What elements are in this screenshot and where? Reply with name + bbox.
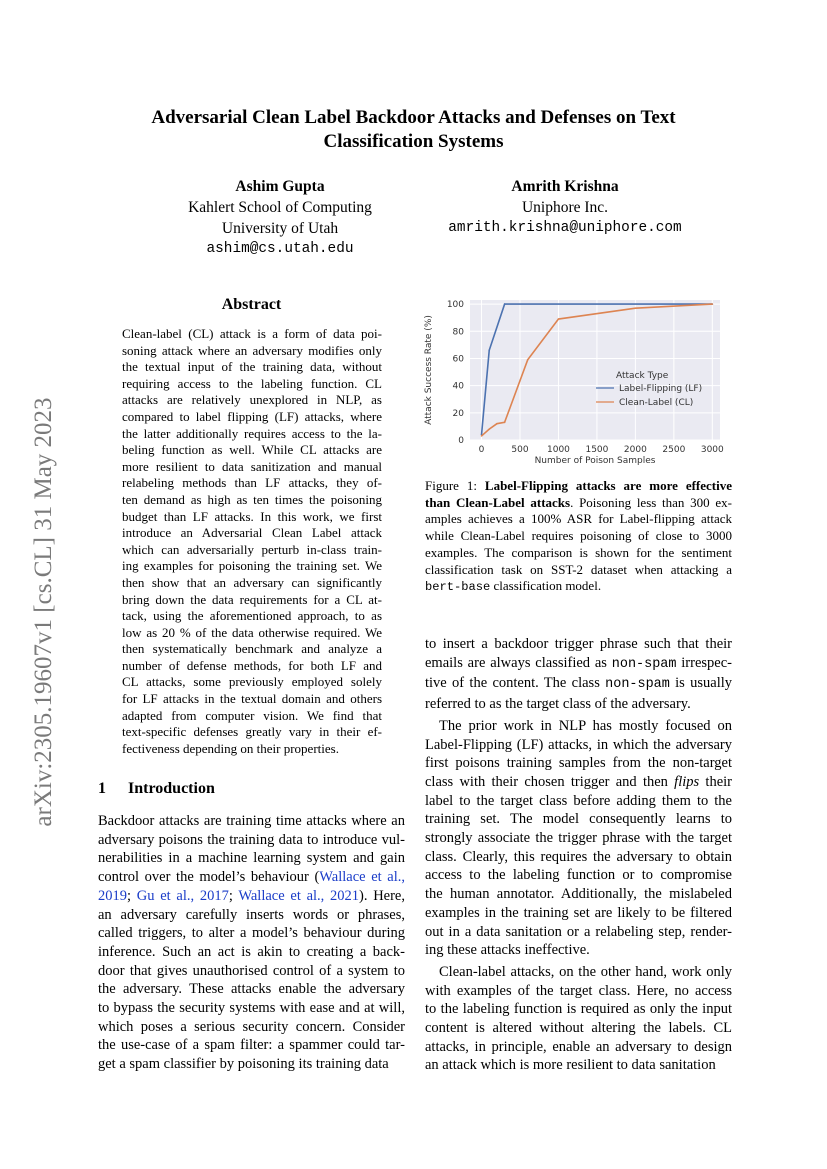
title-line: Classification Systems — [323, 131, 504, 152]
legend-entry: Label-Flipping (LF) — [619, 384, 703, 394]
text-span: irrespec- — [676, 654, 732, 671]
data-point — [481, 435, 483, 437]
text-line: which can adversarially perturb in-class train- — [122, 541, 382, 557]
section-heading-introduction — [98, 779, 215, 799]
introduction-body — [98, 812, 405, 1074]
author-affiliation: Uniphore Inc. — [521, 199, 609, 216]
data-point — [488, 349, 490, 351]
plot-background — [470, 300, 720, 440]
right-column-body — [425, 635, 732, 1075]
text-line: the textual input of the training data, without — [122, 359, 382, 375]
data-point — [558, 318, 560, 320]
text-line: text-specific defenses greatly vary in their ef- — [122, 724, 382, 740]
author-2 — [420, 176, 710, 239]
text-line — [98, 868, 405, 887]
text-span: than Clean-Label attacks — [425, 494, 571, 510]
title-line: Adversarial Clean Label Backdoor Attacks and Defenses on Text — [151, 107, 676, 128]
author-email: ashim@cs.utah.edu — [206, 241, 354, 257]
text-span: ). Here, — [359, 887, 405, 904]
data-point — [496, 423, 498, 425]
text-line: strongly associate the trigger phrase with the target — [425, 830, 732, 847]
author-name: Amrith Krishna — [511, 178, 619, 195]
text-span: classification model. — [490, 578, 602, 594]
section-number: 1 — [98, 780, 106, 797]
x-tick-label: 500 — [511, 445, 529, 455]
y-axis-label: Attack Success Rate (%) — [424, 315, 434, 425]
y-tick-label: 40 — [452, 381, 464, 392]
text-line: soning attack where an adversary modifies only — [122, 342, 382, 358]
legend-title: Attack Type — [616, 371, 669, 381]
text-line: The prior work in NLP has mostly focused on — [439, 717, 732, 734]
text-line: for LF attacks in the textual domain and others — [122, 691, 382, 707]
text-line: class. Clearly, this requires the adversary to obtain — [425, 848, 732, 865]
y-tick-label: 0 — [458, 436, 464, 446]
text-line: called triggers, to alter a model’s behaviour during — [98, 925, 405, 942]
figure-1-caption — [425, 478, 732, 596]
text-line: an adversary carefully inserts words or phrases, — [98, 906, 405, 923]
author-affiliation: Kahlert School of Computing — [188, 199, 372, 216]
text-line: inference. Such an act is akin to creating a back- — [98, 943, 405, 960]
text-line: adapted from computer vision. We find that — [122, 707, 382, 723]
text-span: their — [699, 773, 732, 790]
x-tick-label: 1000 — [547, 445, 570, 455]
y-tick-label: 60 — [452, 354, 464, 365]
y-tick-label: 100 — [446, 300, 464, 311]
text-line — [425, 578, 732, 596]
text-line: get a spam classifier by poisoning its training data — [98, 1056, 389, 1073]
citation-link[interactable]: Gu et al., 2017 — [136, 887, 229, 904]
author-affiliation: University of Utah — [221, 220, 339, 237]
text-line: tack, using the aforementioned approach, to as — [122, 608, 382, 624]
text-span: classification task on SST-2 dataset when attacking a — [425, 561, 732, 577]
text-span: ; — [228, 887, 239, 904]
data-point — [504, 303, 506, 305]
text-line: CL attacks, some previously employed solely — [122, 674, 382, 690]
text-span: emails are always classified as — [425, 654, 612, 671]
text-span: tive of the content. The class — [425, 675, 606, 692]
y-tick-label: 20 — [452, 408, 464, 419]
text-span: ; — [127, 887, 137, 904]
text-span: control over the model’s behaviour ( — [98, 869, 320, 886]
text-span: is usually — [669, 675, 732, 692]
text-line: training set. The model consequently learns to — [425, 811, 732, 828]
text-line: Clean-label attacks, on the other hand, work only — [439, 963, 732, 980]
text-line — [425, 478, 732, 495]
text-line: relabeling methods than LF attacks, they of- — [122, 475, 382, 491]
text-line: the latter additionally requires access to the la- — [122, 425, 382, 441]
text-line: fectiveness depending on their properties. — [122, 740, 339, 756]
text-line — [98, 887, 405, 906]
text-line — [425, 773, 732, 792]
text-span: . Poisoning less than 300 ex- — [570, 494, 732, 510]
text-line: ten demand as high as ten times the poisoning — [122, 491, 382, 507]
author-1 — [160, 176, 400, 260]
legend-entry: Clean-Label (CL) — [619, 398, 694, 408]
text-line: first poisons training samples from the non-target — [425, 755, 732, 772]
text-line: the human annotator. Additionally, the mislabeled — [425, 886, 732, 903]
x-tick-label: 1500 — [585, 445, 609, 455]
text-line — [425, 674, 732, 695]
text-line: to the labeling function is required as only the input — [425, 1001, 732, 1018]
text-line: examples in the training set are likely to be filtered — [425, 904, 732, 921]
x-tick-label: 2000 — [623, 445, 647, 455]
author-email: amrith.krishna@uniphore.com — [448, 220, 682, 236]
text-line: budget than LF attacks. In this work, we first — [122, 508, 382, 524]
figure-1-chart — [420, 290, 730, 470]
text-span: bert-base — [425, 580, 491, 595]
text-line: while Clean-Label requires poisoning of close to 3000 — [425, 528, 732, 544]
text-line: nerabilities in a machine learning system and gain — [98, 850, 405, 867]
text-line: amples achieves a 100% ASR for Label-flipping attack — [425, 511, 732, 527]
author-name: Ashim Gupta — [235, 178, 325, 195]
text-line: an attack which is more resilient to data sanitation — [425, 1057, 716, 1074]
text-line — [425, 562, 732, 579]
text-span: Figure 1: — [425, 478, 485, 493]
text-line: Backdoor attacks are training time attacks where an — [98, 813, 405, 829]
text-span: class with their chosen trigger and then — [425, 773, 675, 790]
data-point — [635, 307, 637, 309]
text-span: non-spam — [605, 677, 670, 693]
text-line: access to the labeling function or to compromise — [425, 867, 732, 884]
text-line: then systematically benchmark and analyze a — [122, 641, 382, 657]
text-line: to bypass the security systems with ease and at will, — [98, 1000, 405, 1017]
text-line: attacks, in principle, enable an adversary to design — [425, 1038, 732, 1055]
text-line: which poses a serious security concern. Consider — [98, 1018, 405, 1035]
section-title: Introduction — [128, 780, 215, 797]
text-line: number of defense methods, for both LF and — [122, 657, 382, 673]
text-line: Label-Flipping (LF) attacks, in which the adversary — [425, 736, 732, 753]
text-line: requiring access to the labeling function. CL — [122, 375, 382, 391]
text-line: door that gives unauthorised control of a system to — [98, 962, 405, 979]
text-line: attacks are relatively unexplored in NLP, as — [122, 392, 382, 408]
x-axis-label: Number of Poison Samples — [534, 456, 656, 466]
x-tick-label: 3000 — [700, 445, 724, 455]
data-point — [527, 359, 529, 361]
text-line: the adversary. These attacks enable the adversary — [98, 981, 405, 998]
text-line: Clean-label (CL) attack is a form of data poi- — [122, 326, 382, 341]
text-line: examples. The comparison is shown for the sentiment — [425, 544, 732, 560]
text-line: the use-case of a spam filter: a spammer could tar- — [98, 1037, 405, 1054]
text-line — [425, 654, 732, 675]
text-line — [425, 495, 732, 512]
text-span: to insert a backdoor trigger phrase such that their — [425, 636, 732, 652]
text-line: adversary poisons the training data to introduce vul- — [98, 831, 405, 848]
text-line: with examples of the target class. Here, no access — [425, 982, 732, 999]
citation-link[interactable]: 2019 — [98, 887, 127, 904]
text-line: referred to as the target class of the adversary. — [425, 696, 691, 713]
text-line: introduce an Adversarial Clean Label attack — [122, 525, 382, 541]
text-line: compared to label flipping (LF) attacks, where — [122, 408, 382, 424]
x-tick-label: 2500 — [662, 445, 686, 455]
data-point — [504, 422, 506, 424]
text-line: more resilient to data sanitization and manual — [122, 458, 382, 474]
text-line: out in a data sanitation or a relabeling step, render- — [425, 923, 732, 940]
x-tick-label: 0 — [478, 445, 485, 455]
data-point — [712, 303, 714, 305]
paper-title — [100, 106, 727, 154]
text-line: content is altered without altering the labels. CL — [425, 1020, 732, 1037]
text-span: flips — [674, 773, 700, 790]
abstract-body — [122, 326, 382, 757]
text-line: ing examples for poisoning the training set. We — [122, 558, 382, 574]
text-line: low as 20 % of the data otherwise required. We — [122, 624, 382, 640]
y-tick-label: 80 — [452, 327, 464, 338]
text-span: Label-Flipping attacks are more effective — [484, 478, 732, 493]
citation-link[interactable]: Wallace et al., — [319, 869, 405, 886]
text-span: non-spam — [611, 656, 677, 672]
arxiv-stamp: arXiv:2305.19607v1 [cs.CL] 31 May 2023 — [30, 397, 57, 827]
data-point — [488, 428, 490, 430]
text-line: bring down the data requirements for a CL at- — [122, 591, 382, 607]
text-line: ing these attacks ineffective. — [425, 942, 590, 959]
text-line: label to the target class before adding them to the — [425, 792, 732, 809]
text-line: beling function as well. While CL attacks are — [122, 442, 382, 458]
text-line: then show that an adversary can significantly — [122, 574, 382, 590]
abstract-heading: Abstract — [221, 296, 282, 313]
text-line — [425, 635, 732, 654]
citation-link[interactable]: Wallace et al., 2021 — [238, 887, 360, 904]
